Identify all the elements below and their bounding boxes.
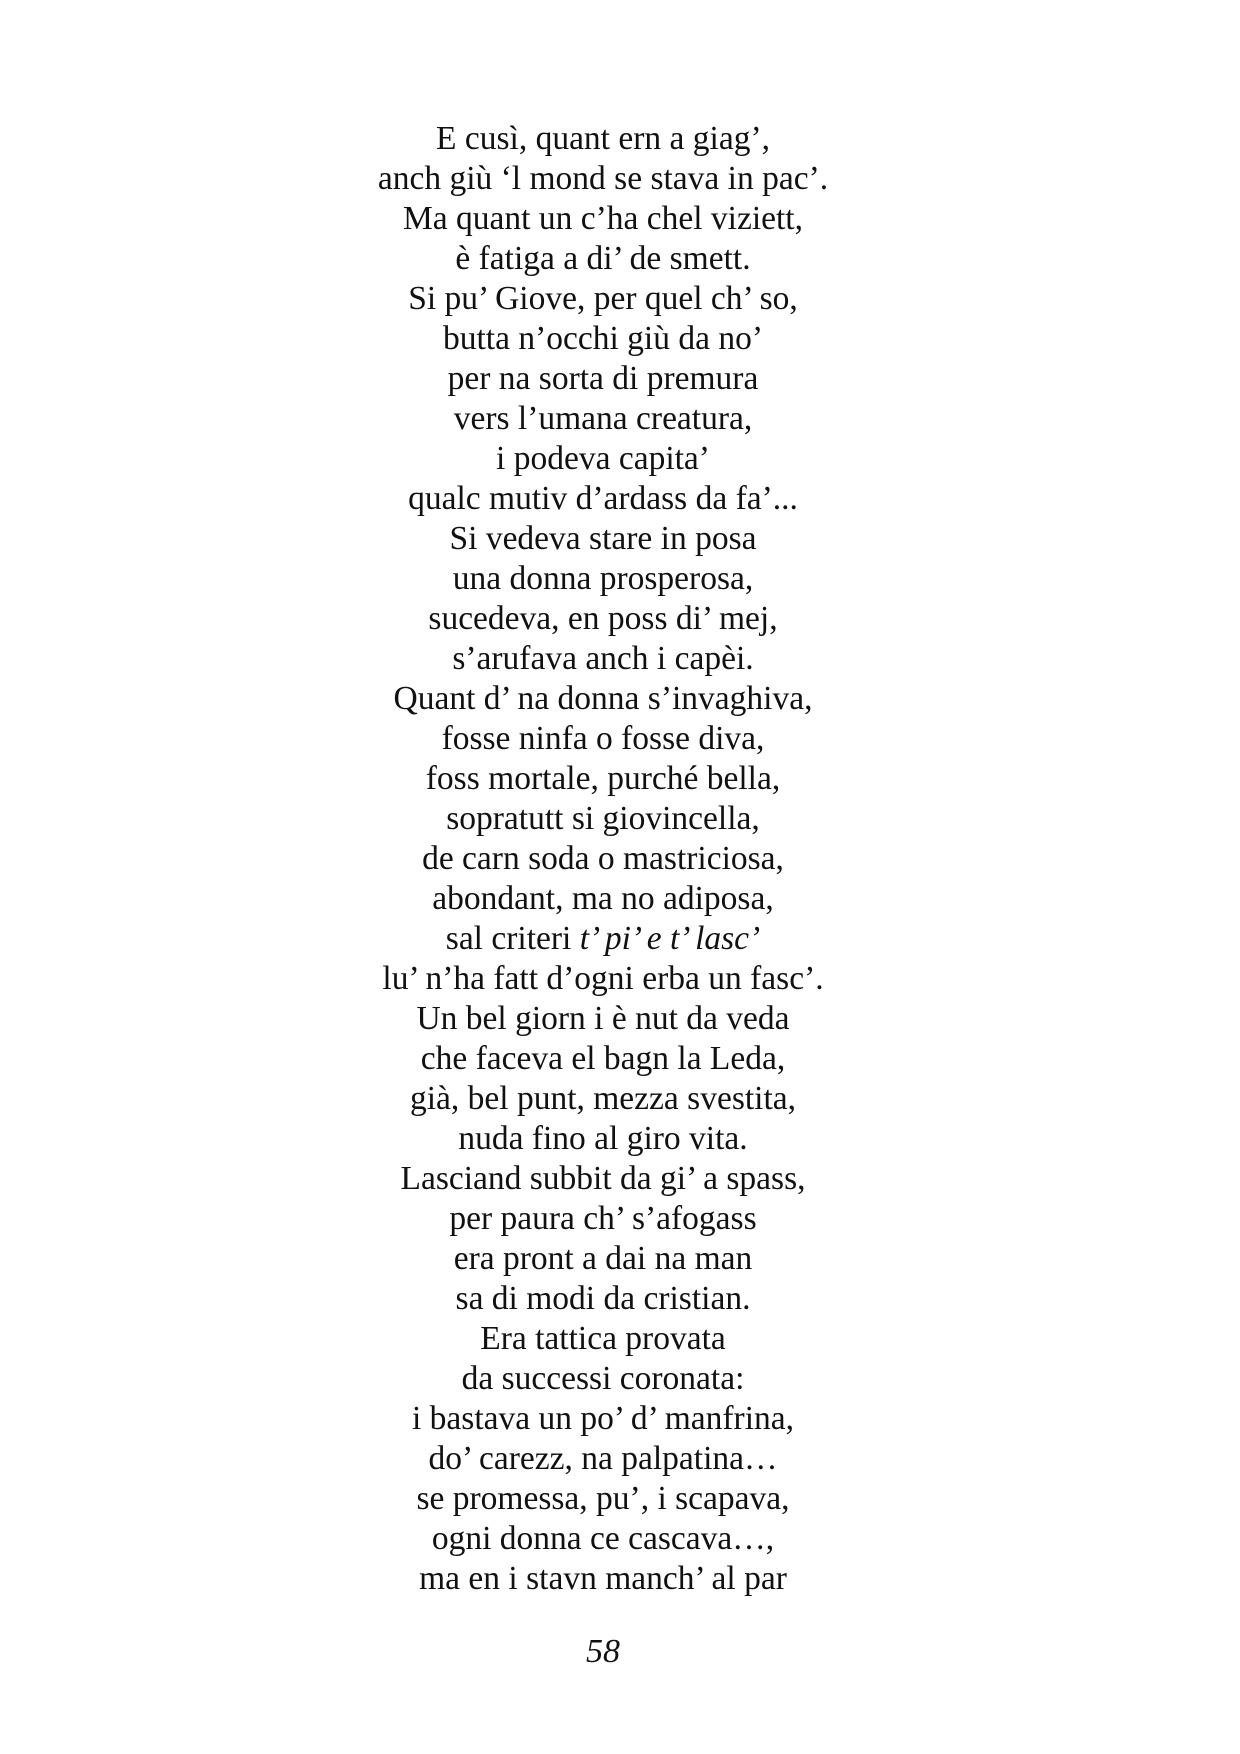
poem-line: s’arufava anch i capèi.	[452, 640, 754, 677]
poem-line: è fatiga a di’ de smett.	[455, 240, 751, 277]
poem-line: anch giù ‘l mond se stava in pac’.	[377, 160, 829, 197]
poem-line: E cusì, quant ern a giag’,	[436, 120, 770, 157]
poem-line: butta n’occhi giù da no’	[442, 320, 764, 357]
poem-line: se promessa, pu’, i scapava,	[416, 1480, 790, 1517]
poem-line: Quant d’ na donna s’invaghiva,	[393, 680, 813, 717]
poem-line: Si pu’ Giove, per quel ch’ so,	[408, 280, 798, 317]
poem-line: abondant, ma no adiposa,	[432, 880, 774, 917]
poem-line: sopratutt si giovincella,	[446, 800, 760, 837]
page-number: 58	[586, 1633, 620, 1670]
poem-line: da successi coronata:	[461, 1360, 745, 1397]
poem-line: de carn soda o mastriciosa,	[422, 840, 784, 877]
poem-line-plain-part: sal criteri	[445, 920, 580, 957]
poem-line: vers l’umana creatura,	[453, 400, 753, 437]
poem-line-italic-part: t’ pi’ e t’ lasc’	[579, 920, 761, 957]
poem-line: per paura ch’ s’afogass	[449, 1200, 757, 1237]
poem-line: qualc mutiv d’ardass da fa’...	[408, 480, 798, 517]
poem-line: Lasciand subbit da gi’ a spass,	[400, 1160, 806, 1197]
poem-line: Ma quant un c’ha chel viziett,	[403, 200, 803, 237]
poem-line: per na sorta di premura	[447, 360, 759, 397]
poem-line: lu’ n’ha fatt d’ogni erba un fasc’.	[382, 960, 824, 997]
poem-line: i bastava un po’ d’ manfrina,	[411, 1400, 794, 1437]
poem-line: fosse ninfa o fosse diva,	[441, 720, 765, 757]
poem-line: una donna prosperosa,	[452, 560, 754, 597]
poem-line-with-italic	[0, 919, 1206, 959]
poem	[0, 119, 1206, 1599]
poem-line: foss mortale, purché bella,	[425, 760, 781, 797]
poem-line: do’ carezz, na palpatina…	[428, 1440, 778, 1477]
poem-line: era pront a dai na man	[453, 1240, 753, 1277]
poem-line: già, bel punt, mezza svestita,	[409, 1080, 797, 1117]
poem-line: sucedeva, en poss di’ mej,	[428, 600, 778, 637]
poem-line: Era tattica provata	[480, 1320, 726, 1357]
poem-line: ogni donna ce cascava…,	[431, 1520, 775, 1557]
poem-line: Si vedeva stare in posa	[449, 520, 757, 557]
poem-line: Un bel giorn i è nut da veda	[416, 1000, 790, 1037]
poem-line: sa di modi da cristian.	[455, 1280, 751, 1317]
poem-line: i podeva capita’	[496, 440, 710, 477]
poem-line: ma en i stavn manch’ al par	[419, 1560, 787, 1597]
poem-line: che faceva el bagn la Leda,	[420, 1040, 786, 1077]
poem-line: nuda fino al giro vita.	[458, 1120, 748, 1157]
